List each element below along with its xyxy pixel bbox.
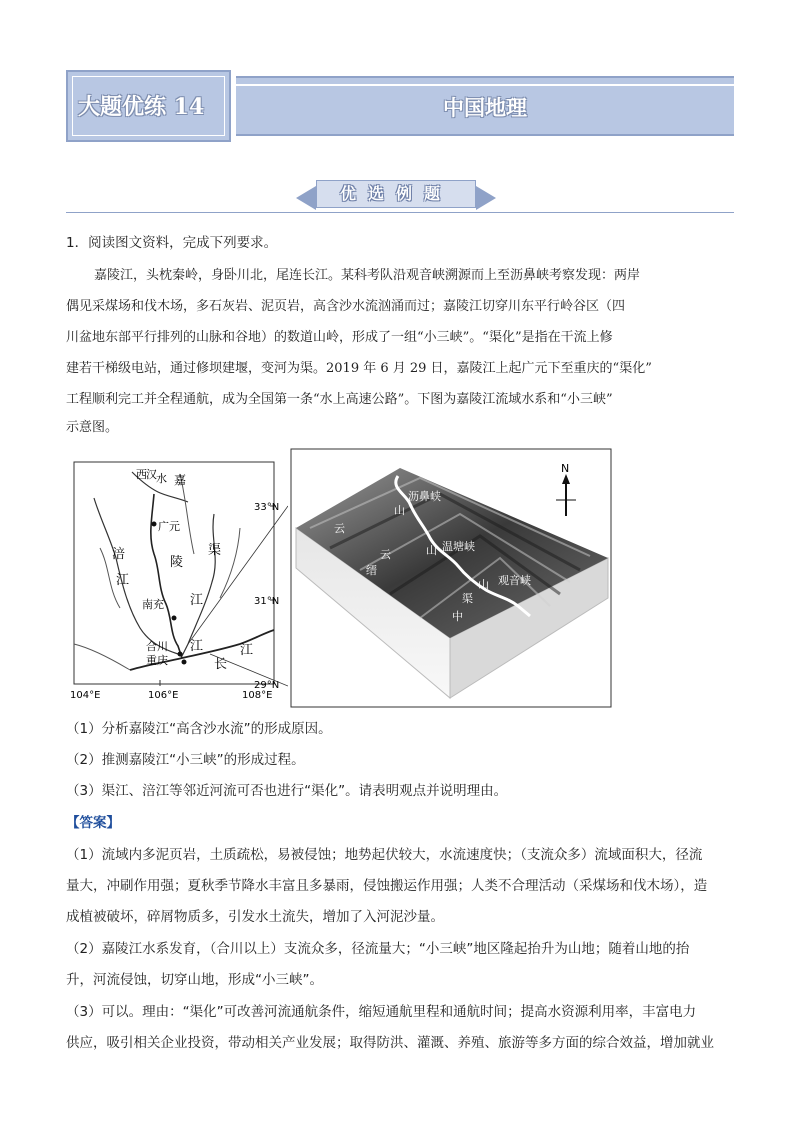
passage-line-5: 工程顺利完工并全程通航，成为全国第一条“水上高速公路”。下图为嘉陵江流域水系和“小三峡” bbox=[66, 392, 613, 407]
label-zhong: 中 bbox=[452, 610, 463, 623]
city-chongqing bbox=[182, 660, 187, 665]
label-qu: 渠 bbox=[208, 543, 222, 558]
label-jiang-fu: 江 bbox=[116, 573, 130, 588]
label-guangyuan: 广元 bbox=[158, 520, 180, 533]
header-title-box bbox=[66, 70, 231, 142]
passage-line-1: 嘉陵江，头枕秦岭，身卧川北，尾连长江。某科考队沿观音峡溯源而上至沥鼻峡考察发现：两岸 bbox=[94, 268, 641, 283]
lat-label-33: 33°N bbox=[254, 502, 280, 513]
city-nanchong bbox=[172, 616, 177, 621]
answer-line-4: （2）嘉陵江水系发育，（合川以上）支流众多，径流量大；“小三峡”地区隆起抬升为山地；随着山地的抬 bbox=[66, 941, 690, 957]
label-xi: 西 bbox=[136, 468, 147, 481]
header-subject-bar bbox=[236, 76, 734, 136]
section-left-arrow bbox=[296, 186, 316, 210]
label-hechuan: 合川 bbox=[146, 640, 168, 653]
label-han: 汉 bbox=[146, 468, 157, 481]
answer-line-2: 量大，冲刷作用强；夏秋季节降水丰富且多暴雨，侵蚀搬运作用强；人类不合理活动（采煤场和伐木场），造 bbox=[66, 878, 708, 894]
lon-label-104: 104°E bbox=[70, 690, 101, 700]
sub-question-2: （2）推测嘉陵江“小三峡”的形成过程。 bbox=[66, 752, 305, 768]
label-yun-1: 云 bbox=[334, 522, 345, 535]
section-label bbox=[296, 178, 496, 212]
label-jin: 缙 bbox=[366, 564, 377, 577]
lat-label-31: 31°N bbox=[254, 596, 280, 607]
passage-line-6: 示意图。 bbox=[66, 420, 119, 435]
passage-line-3: 川盆地东部平行排列的山脉和谷地）的数道山岭，形成了一组“小三峡”。“渠化”是指在干流上修 bbox=[66, 330, 613, 345]
label-jiang-jl: 江 bbox=[190, 593, 204, 608]
lon-label-108: 108°E bbox=[242, 690, 273, 700]
label-qu-terrain: 渠 bbox=[462, 592, 473, 605]
section-box bbox=[316, 180, 476, 208]
lon-label-106: 106°E bbox=[148, 690, 179, 700]
passage-line-4: 建若干梯级电站，通过修坝建堰，变河为渠。2019 年 6 月 29 日，嘉陵江上起广元下至重庆的“渠化” bbox=[66, 361, 652, 376]
label-fu: 涪 bbox=[112, 547, 126, 562]
sub-question-1: （1）分析嘉陵江“高含沙水流”的形成原因。 bbox=[66, 721, 332, 737]
label-wentang-gorge: 温塘峡 bbox=[442, 540, 475, 553]
city-hechuan bbox=[178, 652, 183, 657]
section-title: 优选例题 bbox=[339, 184, 452, 203]
label-yun-2: 云 bbox=[380, 548, 391, 561]
header-stripe bbox=[236, 84, 734, 86]
label-jiang-cj: 江 bbox=[240, 643, 254, 658]
north-label: N bbox=[561, 462, 570, 475]
answer-line-5: 升，河流侵蚀，切穿山地，形成“小三峡”。 bbox=[66, 972, 323, 988]
header-banner bbox=[66, 70, 734, 142]
label-guanyin-gorge: 观音峡 bbox=[498, 574, 531, 587]
river-system-map bbox=[70, 458, 288, 700]
label-jiang-qu: 江 bbox=[190, 639, 204, 654]
label-chongqing: 重庆 bbox=[146, 654, 168, 667]
header-right-title: 中国地理 bbox=[443, 96, 527, 120]
answer-line-3: 成植被破坏，碎屑物质多，引发水土流失，增加了入河泥沙量。 bbox=[66, 909, 444, 925]
label-shui: 水 bbox=[156, 472, 167, 485]
sub-question-3: （3）渠江、涪江等邻近河流可否也进行“渠化”。请表明观点并说明理由。 bbox=[66, 783, 508, 799]
city-guangyuan bbox=[152, 522, 157, 527]
answer-line-1: （1）流域内多泥页岩，土质疏松，易被侵蚀；地势起伏较大，水流速度快；（支流众多）流域面积大，径流 bbox=[66, 847, 703, 863]
header-left-title: 大题优练 14 bbox=[78, 94, 205, 120]
label-mountain-2: 山 bbox=[426, 544, 437, 557]
label-ling: 陵 bbox=[170, 555, 184, 570]
lat-label-29: 29°N bbox=[254, 680, 280, 691]
answer-tag: 【答案】 bbox=[66, 815, 120, 831]
label-nanchong: 南充 bbox=[142, 598, 164, 611]
answer-line-7: 供应，吸引相关企业投资，带动相关产业发展；取得防洪、灌溉、养殖、旅游等多方面的综合效益，增加就业 bbox=[66, 1035, 714, 1051]
label-libi-gorge: 沥鼻峡 bbox=[408, 490, 441, 503]
label-mountain-1: 山 bbox=[394, 504, 405, 517]
section-divider bbox=[66, 212, 734, 213]
label-chang: 长 bbox=[214, 657, 228, 672]
answer-line-6: （3）可以。理由：“渠化”可改善河流通航条件，缩短通航里程和通航时间；提高水资源利用率，丰富电力 bbox=[66, 1004, 697, 1020]
terrain-block-diagram bbox=[290, 448, 612, 708]
passage-line-2: 偶见采煤场和伐木场，多石灰岩、泥页岩，高含沙水流汹涌而过；嘉陵江切穿川东平行岭谷区（四 bbox=[66, 299, 626, 314]
label-mountain-3: 山 bbox=[478, 578, 489, 591]
section-right-arrow bbox=[476, 186, 496, 210]
question-intro: 1．阅读图文资料，完成下列要求。 bbox=[66, 235, 278, 251]
label-jia: 嘉 bbox=[174, 473, 187, 487]
